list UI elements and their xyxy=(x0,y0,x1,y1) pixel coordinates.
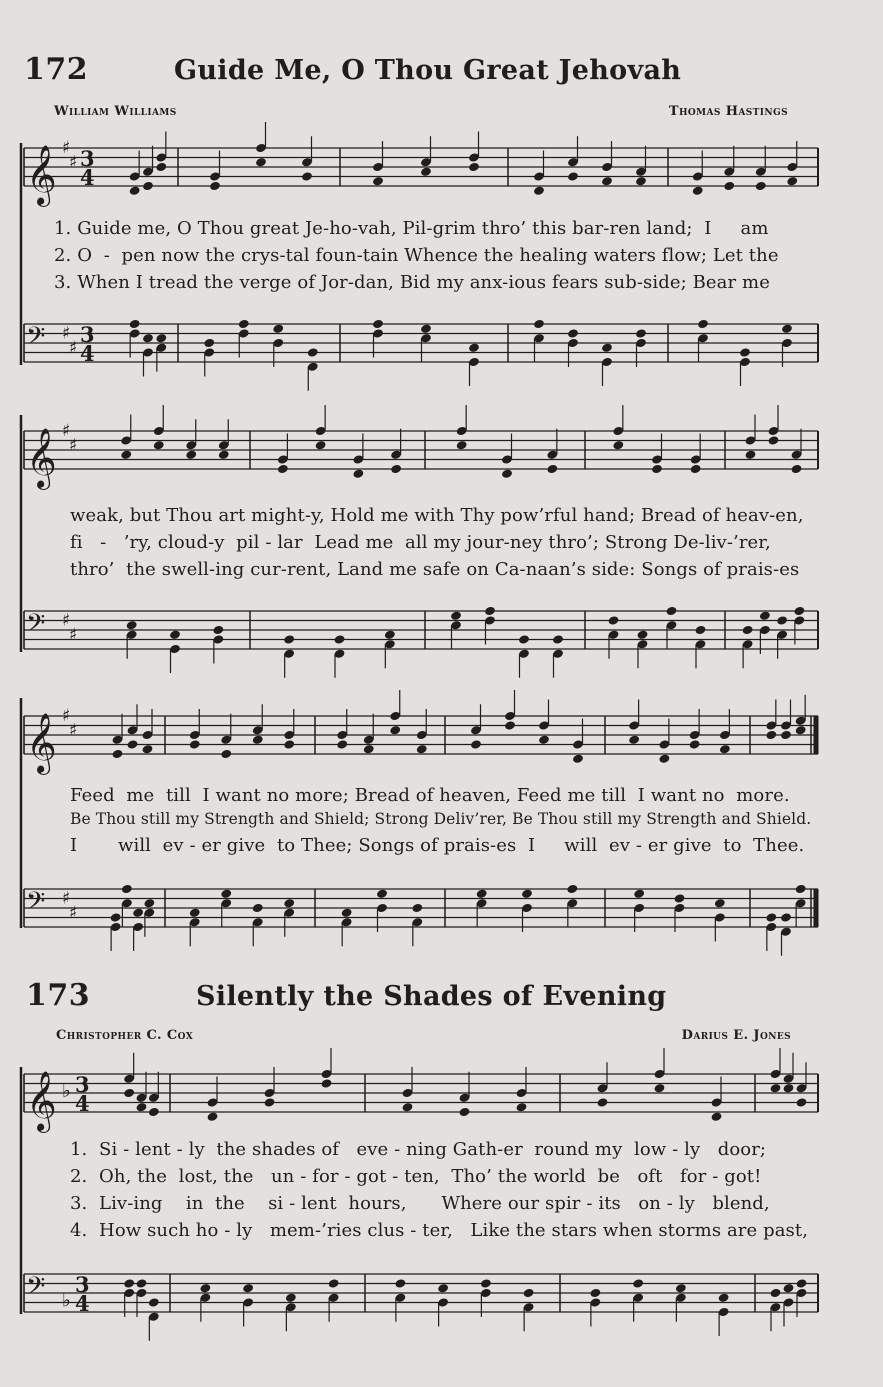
svg-text:♭: ♭ xyxy=(62,1289,71,1312)
svg-text:♯: ♯ xyxy=(69,902,78,923)
svg-text:♯: ♯ xyxy=(69,624,78,645)
composer-credit: Darius E. Jones xyxy=(681,1028,791,1043)
svg-text:♯: ♯ xyxy=(69,435,78,456)
lyric-line: Feed me till I want no more; Bread of heaven, Feed me till I want no more. xyxy=(70,785,790,806)
svg-text:4: 4 xyxy=(75,1291,90,1316)
svg-text:♯: ♯ xyxy=(62,323,71,344)
treble-staff xyxy=(0,421,883,488)
bass-clef: 𝄢 xyxy=(26,1272,46,1307)
treble-staff xyxy=(0,138,883,205)
note-heads xyxy=(120,405,802,479)
author-credit: Christopher C. Cox xyxy=(56,1028,194,1043)
bass-staff xyxy=(0,1268,883,1328)
lyric-line: thro’ the swell-ing cur-rent, Land me safe on Ca-naan’s side: Songs of prais-es xyxy=(70,559,800,580)
composer-credit: Thomas Hastings xyxy=(668,104,788,119)
lyric-line: 3. When I tread the verge of Jor-dan, Bid my anx-ious fears sub-side; Bear me xyxy=(54,272,770,293)
lyric-line: 1. Guide me, O Thou great Je-ho-vah, Pil-grim thro’ this bar-ren land; I am xyxy=(54,218,769,239)
time-signature xyxy=(75,1072,90,1116)
bass-staff xyxy=(0,605,883,665)
hymn-title: Silently the Shades of Evening xyxy=(196,981,667,1012)
note-heads xyxy=(129,319,793,391)
svg-text:♭: ♭ xyxy=(62,1080,71,1102)
svg-text:♯: ♯ xyxy=(62,138,71,158)
author-credit: William Williams xyxy=(54,104,177,119)
lyric-line: 2. O - pen now the crys-tal foun-tain Whence the healing waters flow; Let the xyxy=(54,245,779,266)
svg-text:♯: ♯ xyxy=(62,421,71,441)
note-heads xyxy=(126,606,806,678)
note-heads xyxy=(129,122,799,196)
treble-clef: 𝄞 xyxy=(26,428,57,488)
time-signature xyxy=(80,146,95,190)
svg-text:♯: ♯ xyxy=(69,720,78,741)
lyric-line: 2. Oh, the lost, the un - for - got - ten, Tho’ the world be oft for - got! xyxy=(70,1166,762,1187)
svg-text:4: 4 xyxy=(75,1091,90,1116)
svg-text:3: 3 xyxy=(75,1072,90,1097)
lyric-line: 4. How such ho - ly mem-’ries clus - ter, Like the stars when storms are past, xyxy=(70,1220,809,1241)
svg-text:4: 4 xyxy=(80,165,95,190)
svg-text:♯: ♯ xyxy=(62,610,71,631)
svg-text:♯: ♯ xyxy=(62,888,71,909)
staff-lines xyxy=(24,431,818,469)
svg-text:♯: ♯ xyxy=(62,706,71,726)
treble-staff xyxy=(0,706,883,773)
hymn-number: 172 xyxy=(24,52,89,87)
lyric-line: 3. Liv-ing in the si - lent hours, Where our spir - its on - ly blend, xyxy=(70,1193,770,1214)
svg-text:♯: ♯ xyxy=(69,337,78,358)
treble-staff xyxy=(0,1068,883,1131)
treble-clef: 𝄞 xyxy=(26,145,57,205)
note-heads xyxy=(112,690,807,764)
svg-text:4: 4 xyxy=(80,341,95,366)
time-signature xyxy=(80,322,95,366)
svg-text:3: 3 xyxy=(80,146,95,171)
note-heads xyxy=(123,1048,807,1122)
lyric-line: 1. Si - lent - ly the shades of eve - ning Gath-er round my low - ly door; xyxy=(70,1139,767,1160)
lyric-line: fi - ’ry, cloud-y pil - lar Lead me all my jour-ney thro’; Strong De-liv-’rer, xyxy=(70,532,771,553)
hymn-number: 173 xyxy=(26,978,91,1013)
staff-lines xyxy=(24,148,818,186)
lyric-line: I will ev - er give to Thee; Songs of prais-es I will ev - er give to Thee. xyxy=(70,835,805,856)
lyric-line: weak, but Thou art might-y, Hold me with Thy pow’rful hand; Bread of heav-en, xyxy=(70,505,804,526)
bass-clef: 𝄢 xyxy=(26,887,46,922)
svg-text:3: 3 xyxy=(80,322,95,347)
lyric-line: Be Thou still my Strength and Shield; Strong Deliv’rer, Be Thou still my Strength and Shield. xyxy=(70,810,812,828)
time-signature xyxy=(75,1272,90,1316)
key-signature xyxy=(62,1080,71,1102)
hymn-title: Guide Me, O Thou Great Jehovah xyxy=(174,55,682,86)
bass-clef: 𝄢 xyxy=(26,609,46,644)
system-bracket xyxy=(0,0,10,10)
bass-staff xyxy=(0,318,883,378)
svg-text:♯: ♯ xyxy=(69,152,78,173)
note-heads xyxy=(110,884,807,956)
bass-staff xyxy=(0,883,883,943)
svg-text:3: 3 xyxy=(75,1272,90,1297)
key-signature xyxy=(62,1290,71,1312)
treble-clef: 𝄞 xyxy=(26,713,57,773)
bass-clef: 𝄢 xyxy=(26,322,46,357)
treble-clef: 𝄞 xyxy=(26,1071,57,1131)
note-heads xyxy=(123,1278,807,1341)
